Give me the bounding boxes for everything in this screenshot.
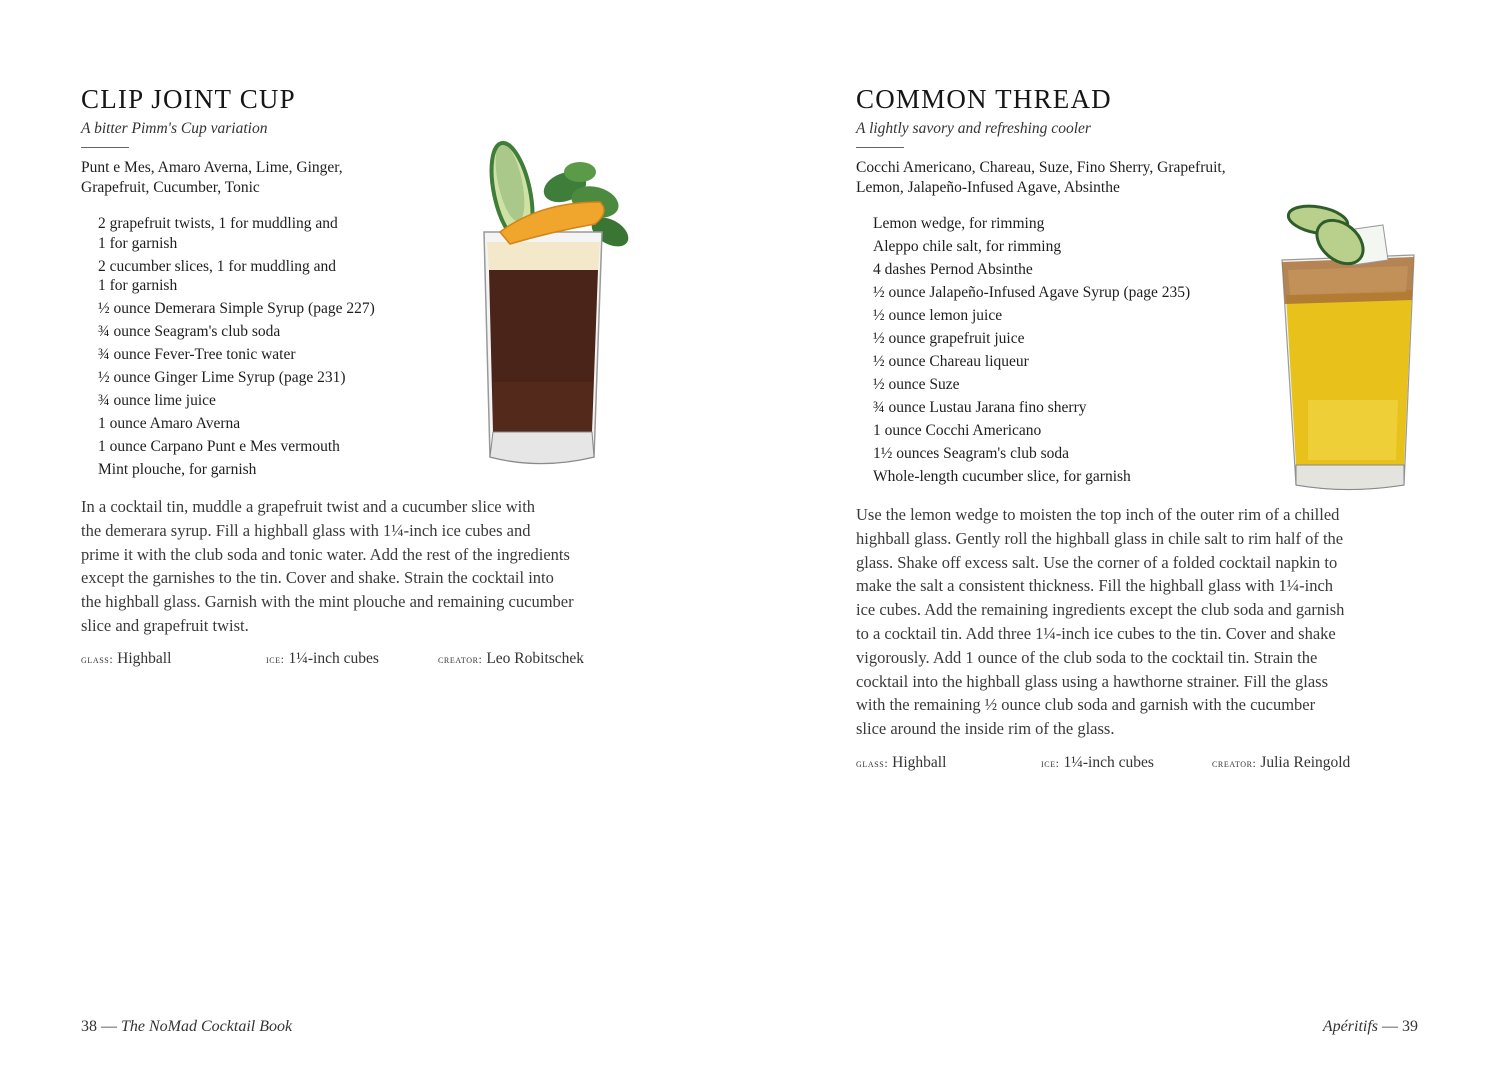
ingredient-item: Aleppo chile salt, for rimming xyxy=(873,238,1062,255)
right-page xyxy=(750,0,1500,1091)
ingredient-list xyxy=(873,214,1190,490)
key-ingredients-line: Cocchi Americano, Chareau, Suze, Fino Sherry, Grapefruit, xyxy=(856,159,1226,176)
page-footer: 38 — The NoMad Cocktail Book xyxy=(81,1018,293,1035)
ingredient-item: ½ ounce Ginger Lime Syrup (page 231) xyxy=(98,369,346,386)
ingredient-item: 1½ ounces Seagram's club soda xyxy=(873,445,1070,462)
ingredient-item: ¾ ounce Fever-Tree tonic water xyxy=(98,346,296,363)
ingredient-item: ½ ounce Chareau liqueur xyxy=(873,353,1029,370)
key-ingredients xyxy=(81,158,343,198)
method-text: Use the lemon wedge to moisten the top inch of the outer rim of a chilled highball glass. Gently roll the highball glass in chile salt to rim half of the glass. Shake off excess salt. Use the corner of a folded cocktail napkin to make the salt a consistent thickness. Fill the highball glass with 1¼-inch ice cubes. Add the remaining ingredients except the club soda and garnish to a cocktail tin. Add three 1¼-inch ice cubes to the tin. Cover and shake vigorously. Add 1 ounce of the club soda to the cocktail tin. Strain the cocktail into the highball glass using a hawthorne strainer. Fill the glass with the remaining ½ ounce club soda and garnish with the cucumber slice around the inside rim of the glass. xyxy=(856,505,1345,739)
ingredient-item: 1 ounce Amaro Averna xyxy=(98,415,241,432)
page-footer: Apéritifs — 39 xyxy=(1322,1018,1418,1035)
ingredient-item: ¾ ounce Lustau Jarana fino sherry xyxy=(873,399,1087,416)
key-ingredients-line: Grapefruit, Cucumber, Tonic xyxy=(81,179,260,196)
creator-info: creator: Leo Robitschek xyxy=(438,650,585,667)
recipe-subtitle: A bitter Pimm's Cup variation xyxy=(81,120,268,137)
ingredient-item: 1 ounce Carpano Punt e Mes vermouth xyxy=(98,438,340,455)
divider xyxy=(856,147,904,148)
book-title: The NoMad Cocktail Book xyxy=(121,1018,293,1035)
ice-info: ice: 1¼-inch cubes xyxy=(266,650,379,667)
key-ingredients-line: Lemon, Jalapeño-Infused Agave, Absinthe xyxy=(856,179,1120,196)
section-title: Apéritifs xyxy=(1322,1018,1378,1035)
key-ingredients xyxy=(856,158,1226,198)
ingredient-item: ½ ounce Suze xyxy=(873,376,960,393)
ingredient-item: ½ ounce Jalapeño-Infused Agave Syrup (page 235) xyxy=(873,284,1191,301)
ingredient-item: Lemon wedge, for rimming xyxy=(873,215,1045,232)
method-text: In a cocktail tin, muddle a grapefruit twist and a cucumber slice with the demerara syrup. Fill a highball glass with 1¼-inch ice cubes and prime it with the club soda and tonic water. Add the rest of the ingredients except the garnishes to the tin. Cover and shake. Strain the cocktail into the highball glass. Garnish with the mint plouche and remaining cucumber slice and grapefruit twist. xyxy=(81,497,574,635)
ingredient-item: ¾ ounce Seagram's club soda xyxy=(98,323,281,340)
cocktail-illustration-clip-joint-cup xyxy=(470,132,640,477)
ingredient-item: Whole-length cucumber slice, for garnish xyxy=(873,468,1131,485)
ingredient-item: 1 ounce Cocchi Americano xyxy=(873,422,1042,439)
ice-info: ice: 1¼-inch cubes xyxy=(1041,754,1154,771)
ingredient-item: ½ ounce grapefruit juice xyxy=(873,330,1025,347)
key-ingredients-line: Punt e Mes, Amaro Averna, Lime, Ginger, xyxy=(81,159,343,176)
ingredient-item: Mint plouche, for garnish xyxy=(98,461,257,478)
ingredient-item: ½ ounce Demerara Simple Syrup (page 227) xyxy=(98,300,375,317)
recipe-title: CLIP JOINT CUP xyxy=(81,84,296,114)
glass-info: glass: Highball xyxy=(81,650,172,667)
ingredient-item: 2 grapefruit twists, 1 for muddling and 1 for garnish xyxy=(98,215,338,252)
recipe-title: COMMON THREAD xyxy=(856,84,1112,114)
creator-info: creator: Julia Reingold xyxy=(1212,754,1351,771)
ingredient-item: ½ ounce lemon juice xyxy=(873,307,1003,324)
page-number: 39 xyxy=(1402,1018,1418,1035)
glass-info: glass: Highball xyxy=(856,754,947,771)
page-number: 38 xyxy=(81,1018,97,1035)
ingredient-item: 4 dashes Pernod Absinthe xyxy=(873,261,1033,278)
divider xyxy=(81,147,129,148)
ingredient-item: 2 cucumber slices, 1 for muddling and 1 for garnish xyxy=(98,257,337,294)
cocktail-illustration-common-thread xyxy=(1278,200,1418,495)
ingredient-list xyxy=(98,214,375,483)
ingredient-item: ¾ ounce lime juice xyxy=(98,392,216,409)
recipe-subtitle: A lightly savory and refreshing cooler xyxy=(856,120,1091,137)
